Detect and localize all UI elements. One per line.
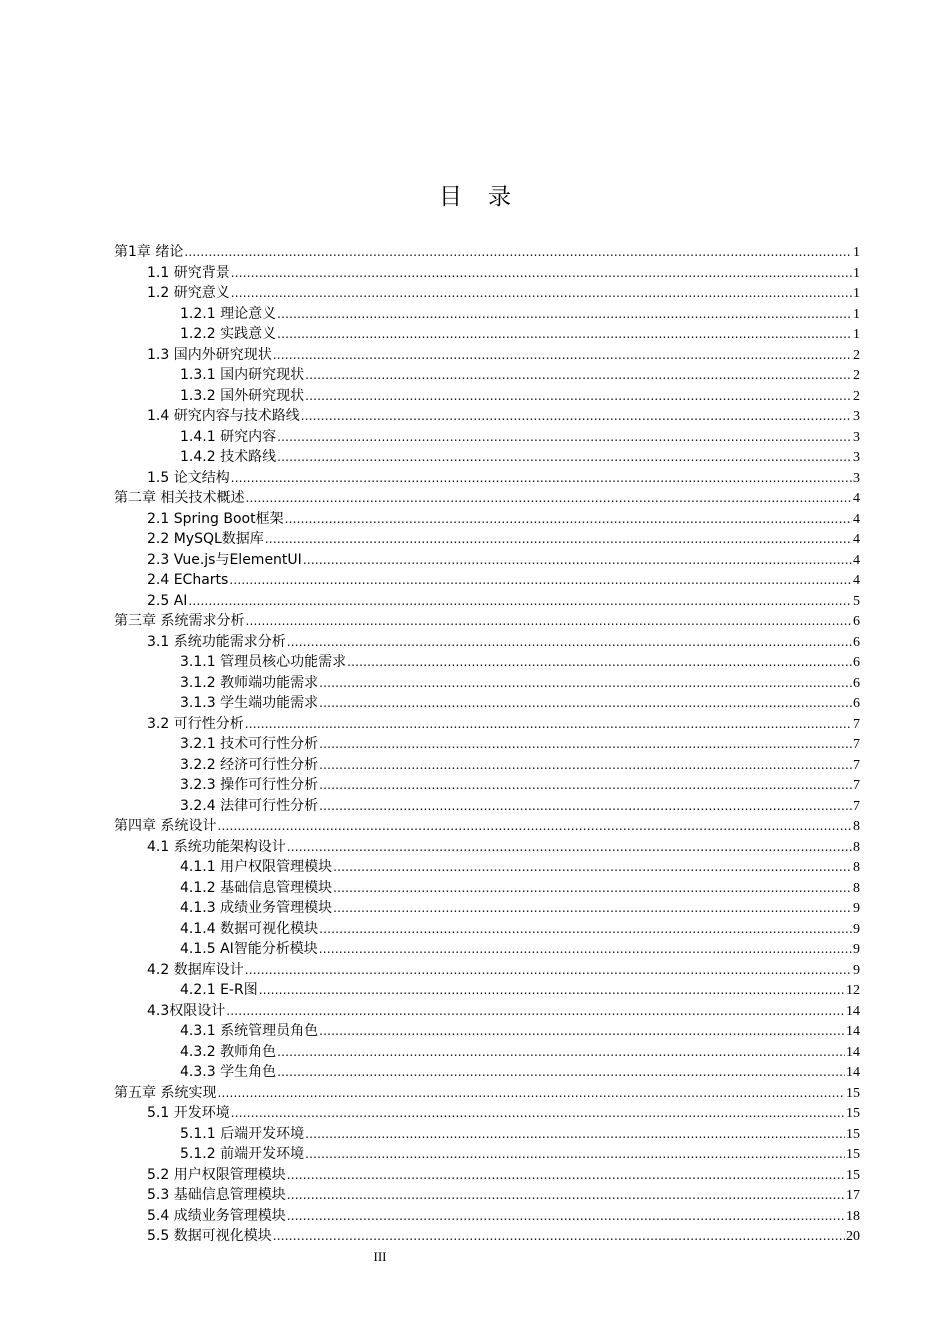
toc-entry-label: 1.3 国内外研究现状	[147, 346, 272, 363]
toc-dot-leader	[319, 1021, 845, 1042]
toc-dot-leader	[319, 796, 852, 817]
toc-dot-leader	[333, 898, 852, 919]
toc-entry-label: 第五章 系统实现	[114, 1084, 217, 1101]
toc-entry-page: 1	[853, 327, 860, 342]
toc-entry[interactable]	[114, 550, 860, 571]
toc-entry[interactable]	[114, 980, 860, 1001]
toc-entry-label: 3.2.2 经济可行性分析	[180, 756, 319, 773]
toc-entry-label: 3.2.3 操作可行性分析	[180, 777, 319, 793]
toc-entry-page: 15	[846, 1167, 860, 1183]
toc-dot-leader	[231, 1103, 845, 1124]
toc-entry-page: 9	[853, 942, 860, 957]
toc-entry[interactable]	[114, 324, 860, 345]
toc-entry-label: 1.4.1 研究内容	[180, 428, 277, 445]
toc-dot-leader	[188, 591, 852, 612]
toc-entry[interactable]	[114, 837, 860, 858]
toc-entry[interactable]	[114, 427, 860, 448]
toc-entry[interactable]	[114, 488, 860, 509]
toc-entry[interactable]	[114, 591, 860, 612]
toc-entry-page: 4	[853, 491, 860, 506]
toc-entry-page: 8	[853, 819, 860, 834]
toc-entry-page: 14	[846, 1024, 860, 1039]
toc-dot-leader	[285, 509, 852, 530]
toc-entry-label: 3.2.1 技术可行性分析	[180, 736, 319, 752]
toc-entry-page: 2	[853, 347, 860, 363]
toc-entry-label: 3.1.1 管理员核心功能需求	[180, 654, 347, 670]
toc-dot-leader	[231, 468, 852, 489]
toc-entry[interactable]	[114, 734, 860, 755]
toc-entry[interactable]	[114, 939, 860, 960]
toc-dot-leader	[245, 714, 852, 735]
toc-dot-leader	[287, 1185, 845, 1206]
toc-entry-page: 4	[853, 511, 860, 527]
toc-entry[interactable]	[114, 652, 860, 673]
toc-entry-page: 20	[846, 1229, 860, 1244]
toc-entry[interactable]	[114, 1144, 860, 1165]
toc-entry[interactable]	[114, 898, 860, 919]
toc-entry[interactable]	[114, 1124, 860, 1145]
toc-entry-page: 5	[853, 593, 860, 609]
toc-entry-page: 7	[853, 737, 860, 752]
toc-entry-label: 5.1.2 前端开发环境	[180, 1146, 305, 1162]
toc-entry-label: 3.2.4 法律可行性分析	[180, 797, 319, 814]
toc-entry-label: 第1章 绪论	[114, 244, 184, 260]
toc-entry-label: 4.3.3 学生角色	[180, 1064, 277, 1080]
toc-dot-leader	[217, 816, 852, 837]
toc-entry-label: 3.1 系统功能需求分析	[147, 633, 286, 650]
toc-entry[interactable]	[114, 447, 860, 468]
toc-entry[interactable]	[114, 283, 860, 304]
toc-entry-label: 5.1.1 后端开发环境	[180, 1125, 305, 1142]
toc-entry-page: 7	[853, 798, 860, 814]
toc-dot-leader	[273, 1226, 845, 1247]
toc-entry-page: 2	[853, 368, 860, 383]
toc-dot-leader	[287, 1206, 845, 1227]
toc-entry-page: 9	[853, 921, 860, 937]
toc-dot-leader	[277, 324, 852, 345]
toc-entry[interactable]	[114, 1185, 860, 1206]
toc-entry[interactable]	[114, 365, 860, 386]
toc-entry[interactable]	[114, 345, 860, 366]
toc-entry-page: 1	[853, 306, 860, 322]
toc-entry-label: 4.2 数据库设计	[147, 961, 244, 978]
toc-entry-page: 14	[846, 1065, 860, 1080]
page-number: III	[373, 1249, 387, 1264]
toc-entry-label: 3.1.3 学生端功能需求	[180, 695, 319, 711]
toc-dot-leader	[245, 960, 852, 981]
toc-entry-label: 1.4.2 技术路线	[180, 449, 277, 465]
toc-dot-leader	[287, 837, 852, 858]
toc-entry-page: 1	[853, 265, 860, 281]
toc-entry[interactable]	[114, 919, 860, 940]
toc-dot-leader	[259, 980, 845, 1001]
toc-entry-page: 8	[853, 839, 860, 855]
toc-entry-page: 4	[853, 552, 860, 568]
toc-entry-page: 4	[853, 532, 860, 547]
toc-entry[interactable]	[114, 693, 860, 714]
toc-entry[interactable]	[114, 1206, 860, 1227]
toc-entry-label: 3.1.2 教师端功能需求	[180, 674, 319, 691]
toc-entry-page: 17	[846, 1188, 860, 1203]
toc-entry-page: 7	[853, 778, 860, 793]
toc-dot-leader	[277, 1042, 845, 1063]
toc-dot-leader	[333, 857, 852, 878]
toc-entry[interactable]	[114, 570, 860, 591]
toc-entry-label: 4.1.5 AI智能分析模块	[180, 941, 318, 957]
toc-dot-leader	[305, 1144, 845, 1165]
toc-entry-label: 1.3.1 国内研究现状	[180, 367, 305, 383]
toc-entry-page: 14	[846, 1003, 860, 1019]
toc-entry[interactable]	[114, 878, 860, 899]
toc-dot-leader	[265, 529, 852, 550]
toc-dot-leader	[319, 919, 852, 940]
toc-entry-page: 15	[846, 1147, 860, 1162]
toc-entry[interactable]	[114, 1165, 860, 1186]
toc-entry-label: 4.1.1 用户权限管理模块	[180, 859, 333, 875]
toc-dot-leader	[277, 447, 852, 468]
toc-dot-leader	[347, 652, 852, 673]
toc-entry-label: 5.1 开发环境	[147, 1105, 230, 1121]
toc-entry-label: 5.5 数据可视化模块	[147, 1228, 272, 1244]
toc-dot-leader	[287, 632, 852, 653]
page-title: 目录	[439, 184, 537, 210]
toc-entry[interactable]	[114, 632, 860, 653]
toc-entry-label: 2.4 ECharts	[147, 572, 229, 588]
toc-dot-leader	[184, 242, 852, 263]
toc-dot-leader	[319, 775, 852, 796]
toc-entry[interactable]	[114, 1103, 860, 1124]
toc-entry[interactable]	[114, 714, 860, 735]
toc-dot-leader	[226, 1001, 845, 1022]
toc-entry-label: 4.1 系统功能架构设计	[147, 838, 286, 855]
toc-entry-page: 4	[853, 573, 860, 588]
toc-entry-label: 4.1.3 成绩业务管理模块	[180, 900, 333, 916]
toc-dot-leader	[231, 263, 852, 284]
toc-dot-leader	[277, 304, 852, 325]
toc-entry-label: 2.5 AI	[147, 592, 188, 609]
toc-entry-page: 6	[853, 634, 860, 650]
toc-dot-leader	[319, 939, 852, 960]
toc-entry-page: 8	[853, 880, 860, 896]
toc-entry-label: 1.2.1 理论意义	[180, 305, 277, 322]
toc-entry-page: 8	[853, 860, 860, 875]
toc-entry-label: 1.2.2 实践意义	[180, 326, 277, 342]
toc-entry[interactable]	[114, 263, 860, 284]
toc-entry-label: 1.4 研究内容与技术路线	[147, 408, 300, 424]
toc-dot-leader	[277, 427, 852, 448]
toc-entry[interactable]	[114, 857, 860, 878]
toc-dot-leader	[319, 673, 852, 694]
toc-dot-leader	[305, 365, 852, 386]
toc-entry-label: 2.1 Spring Boot框架	[147, 510, 284, 527]
toc-dot-leader	[305, 386, 852, 407]
toc-entry[interactable]	[114, 386, 860, 407]
toc-entry-page: 6	[853, 655, 860, 670]
toc-entry-label: 3.2 可行性分析	[147, 715, 244, 732]
table-of-contents	[114, 242, 860, 1247]
toc-entry-page: 9	[853, 962, 860, 978]
toc-entry-label: 1.1 研究背景	[147, 264, 230, 281]
toc-entry-label: 第四章 系统设计	[114, 818, 217, 834]
toc-dot-leader	[319, 734, 852, 755]
toc-entry-label: 5.3 基础信息管理模块	[147, 1187, 286, 1203]
toc-entry-page: 15	[846, 1126, 860, 1142]
toc-entry-page: 15	[846, 1106, 860, 1121]
toc-entry[interactable]	[114, 775, 860, 796]
toc-entry[interactable]	[114, 406, 860, 427]
toc-entry[interactable]	[114, 304, 860, 325]
toc-entry-label: 第三章 系统需求分析	[114, 613, 245, 629]
toc-entry-label: 4.3.2 教师角色	[180, 1043, 277, 1060]
toc-entry-label: 2.2 MySQL数据库	[147, 531, 264, 547]
toc-entry-page: 9	[853, 901, 860, 916]
toc-entry-page: 12	[846, 983, 860, 998]
toc-entry-page: 7	[853, 716, 860, 732]
toc-entry-page: 3	[853, 429, 860, 445]
toc-entry[interactable]	[114, 755, 860, 776]
toc-entry-page: 2	[853, 388, 860, 404]
toc-entry-page: 15	[846, 1085, 860, 1101]
toc-entry-label: 4.3.1 系统管理员角色	[180, 1023, 319, 1039]
toc-entry[interactable]	[114, 1226, 860, 1247]
toc-entry[interactable]	[114, 1001, 860, 1022]
toc-dot-leader	[319, 755, 852, 776]
toc-entry-page: 3	[853, 450, 860, 465]
toc-entry-page: 18	[846, 1208, 860, 1224]
toc-entry[interactable]	[114, 1021, 860, 1042]
toc-entry-label: 5.4 成绩业务管理模块	[147, 1207, 286, 1224]
toc-dot-leader	[303, 550, 852, 571]
toc-dot-leader	[273, 345, 852, 366]
toc-entry[interactable]	[114, 796, 860, 817]
toc-entry-label: 4.2.1 E-R图	[180, 982, 258, 998]
toc-dot-leader	[287, 1165, 845, 1186]
toc-entry-page: 1	[853, 245, 860, 260]
toc-entry-label: 4.1.2 基础信息管理模块	[180, 879, 333, 896]
toc-entry[interactable]	[114, 1083, 860, 1104]
toc-entry-label: 第二章 相关技术概述	[114, 490, 245, 506]
toc-entry-page: 6	[853, 614, 860, 629]
toc-entry-label: 1.2 研究意义	[147, 285, 230, 301]
toc-entry-page: 3	[853, 409, 860, 424]
toc-entry-label: 5.2 用户权限管理模块	[147, 1166, 286, 1183]
toc-entry-label: 2.3 Vue.js与ElementUI	[147, 551, 302, 568]
toc-dot-leader	[217, 1083, 845, 1104]
toc-dot-leader	[229, 570, 852, 591]
toc-entry[interactable]	[114, 816, 860, 837]
toc-dot-leader	[301, 406, 852, 427]
toc-dot-leader	[319, 693, 852, 714]
toc-entry[interactable]	[114, 611, 860, 632]
toc-entry[interactable]	[114, 1062, 860, 1083]
toc-entry-label: 4.3权限设计	[147, 1002, 226, 1019]
toc-entry-label: 1.5 论文结构	[147, 469, 230, 486]
toc-entry-label: 1.3.2 国外研究现状	[180, 387, 305, 404]
toc-entry-page: 6	[853, 675, 860, 691]
toc-entry[interactable]	[114, 242, 860, 263]
toc-entry[interactable]	[114, 468, 860, 489]
toc-entry-page: 1	[853, 286, 860, 301]
toc-entry-label: 4.1.4 数据可视化模块	[180, 920, 319, 937]
toc-dot-leader	[277, 1062, 845, 1083]
toc-entry-page: 3	[853, 470, 860, 486]
toc-entry-page: 6	[853, 696, 860, 711]
toc-entry-page: 14	[846, 1044, 860, 1060]
toc-entry[interactable]	[114, 673, 860, 694]
toc-dot-leader	[333, 878, 852, 899]
toc-entry[interactable]	[114, 529, 860, 550]
toc-dot-leader	[305, 1124, 845, 1145]
toc-entry[interactable]	[114, 509, 860, 530]
toc-dot-leader	[245, 488, 852, 509]
toc-entry[interactable]	[114, 1042, 860, 1063]
toc-dot-leader	[245, 611, 852, 632]
toc-entry-page: 7	[853, 757, 860, 773]
toc-entry[interactable]	[114, 960, 860, 981]
toc-dot-leader	[231, 283, 852, 304]
